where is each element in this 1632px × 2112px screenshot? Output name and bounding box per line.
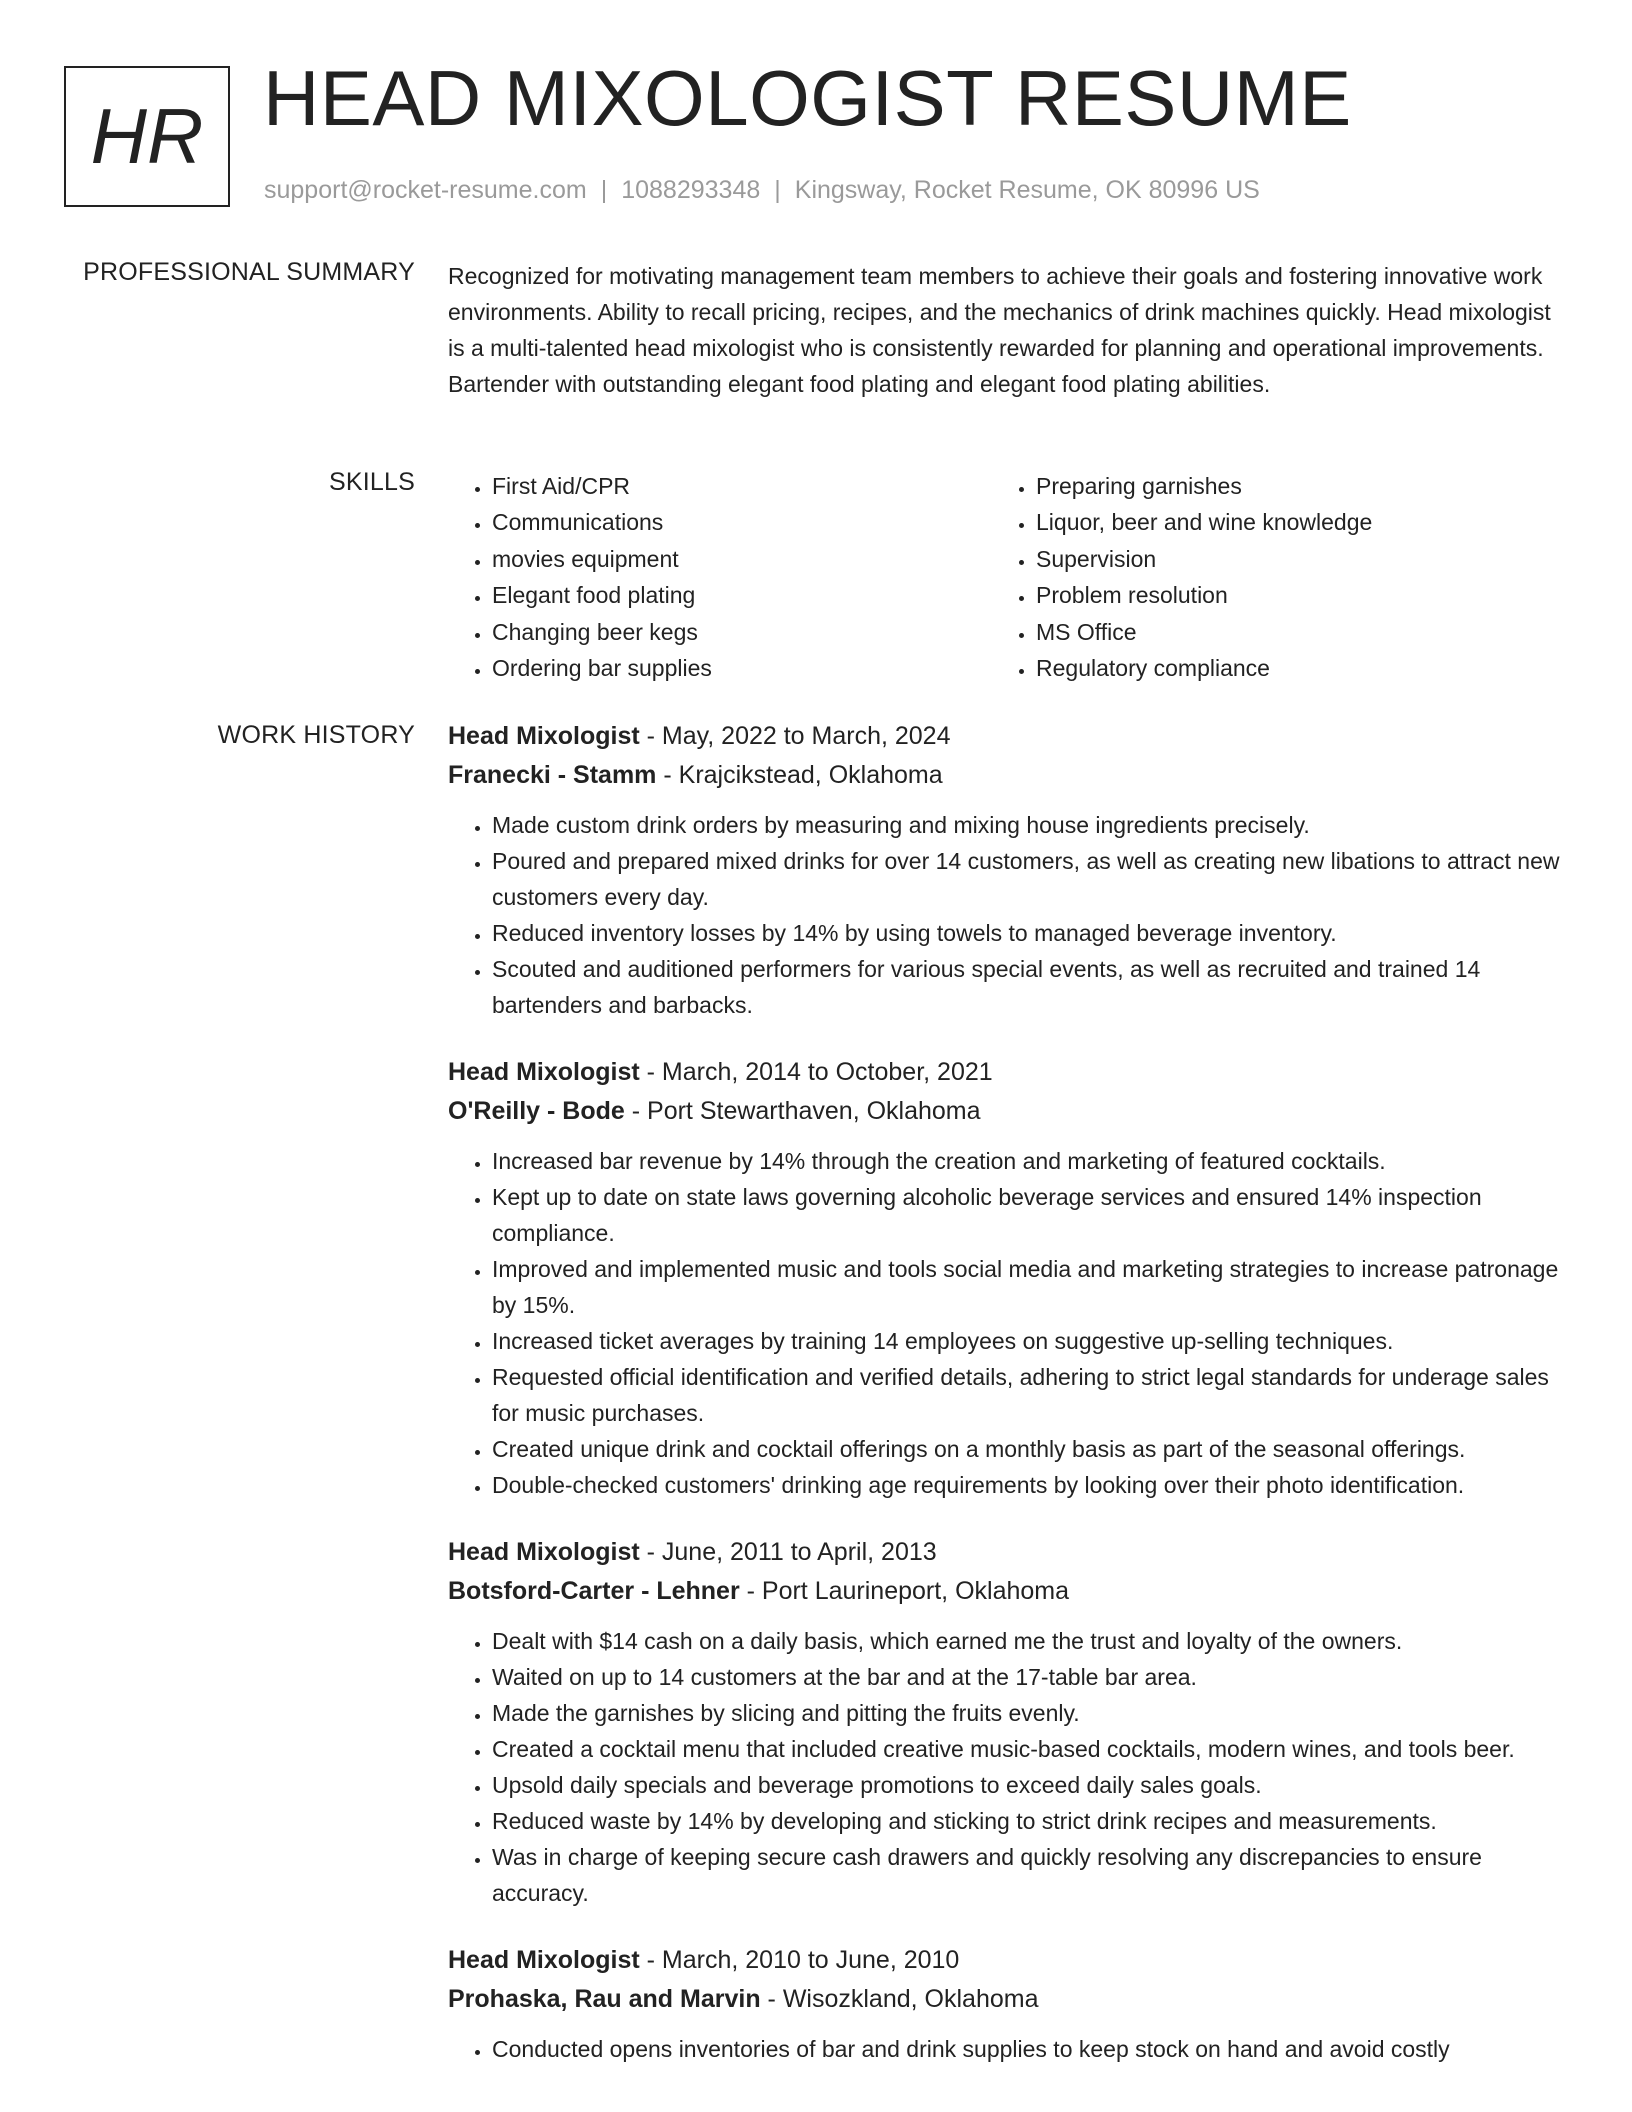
contact-address: Kingsway, Rocket Resume, OK 80996 US	[794, 176, 1260, 204]
job-bullet: • Requested official identification and verified details, adhering to strict legal standards for underage sales for music purchases.	[492, 1359, 1566, 1431]
job-company-line	[448, 1980, 1566, 2019]
skill-item: • First Aid/CPR	[492, 468, 712, 504]
job-company: Franecki - Stamm	[448, 761, 657, 789]
job-location: Port Stewarthaven, Oklahoma	[647, 1097, 981, 1125]
job-title-line	[448, 1053, 1566, 1092]
job-bullet: • Reduced waste by 14% by developing and sticking to strict drink recipes and measurements.	[492, 1803, 1566, 1839]
job-bullet: • Made custom drink orders by measuring and mixing house ingredients precisely.	[492, 807, 1566, 843]
job-bullets	[448, 2031, 1566, 2067]
job-entry	[448, 717, 1566, 1023]
job-bullet: • Made the garnishes by slicing and pitting the fruits evenly.	[492, 1695, 1566, 1731]
skill-item: • Ordering bar supplies	[492, 650, 712, 686]
contact-separator: |	[600, 176, 608, 204]
job-entry	[448, 1053, 1566, 1503]
job-bullet: • Double-checked customers' drinking age requirements by looking over their photo identification.	[492, 1467, 1566, 1503]
job-bullet: • Scouted and auditioned performers for various special events, as well as recruited and trained 14 bartenders and barbacks.	[492, 951, 1566, 1023]
job-entry	[448, 1533, 1566, 1911]
job-bullet: • Poured and prepared mixed drinks for over 14 customers, as well as creating new libations to attract new customers every day.	[492, 843, 1566, 915]
skill-item: • Elegant food plating	[492, 577, 712, 613]
job-role: Head Mixologist	[448, 1946, 640, 1974]
skill-item: • Supervision	[1036, 541, 1372, 577]
job-entry	[448, 1941, 1566, 2067]
job-dates: March, 2014 to October, 2021	[661, 1058, 993, 1086]
skill-item: • MS Office	[1036, 614, 1372, 650]
job-bullet: • Created a cocktail menu that included creative music-based cocktails, modern wines, and tools beer.	[492, 1731, 1566, 1767]
job-company-line	[448, 1092, 1566, 1131]
job-company: Prohaska, Rau and Marvin	[448, 1985, 761, 2013]
job-role: Head Mixologist	[448, 722, 640, 750]
job-bullet: • Reduced inventory losses by 14% by using towels to managed beverage inventory.	[492, 915, 1566, 951]
job-bullet: • Increased ticket averages by training 14 employees on suggestive up-selling techniques.	[492, 1323, 1566, 1359]
work-history-heading: WORK HISTORY	[217, 721, 415, 749]
skill-item: • Liquor, beer and wine knowledge	[1036, 504, 1372, 540]
job-dash: -	[639, 1538, 662, 1566]
page-title: HEAD MIXOLOGIST RESUME	[263, 54, 1352, 142]
job-bullet: • Waited on up to 14 customers at the bar and at the 17-table bar area.	[492, 1659, 1566, 1695]
job-bullet: • Dealt with $14 cash on a daily basis, which earned me the trust and loyalty of the owners.	[492, 1623, 1566, 1659]
job-dash: -	[739, 1577, 762, 1605]
skill-item: • movies equipment	[492, 541, 712, 577]
job-location: Krajcikstead, Oklahoma	[678, 761, 943, 789]
contact-email: support@rocket-resume.com	[264, 176, 587, 204]
job-bullet: • Conducted opens inventories of bar and drink supplies to keep stock on hand and avoid costly	[492, 2031, 1566, 2067]
skill-item: • Regulatory compliance	[1036, 650, 1372, 686]
job-dash: -	[656, 761, 679, 789]
job-bullet: • Kept up to date on state laws governing alcoholic beverage services and ensured 14% inspection compliance.	[492, 1179, 1566, 1251]
job-bullet: • Upsold daily specials and beverage promotions to exceed daily sales goals.	[492, 1767, 1566, 1803]
job-dash: -	[639, 722, 662, 750]
skills-list-right	[992, 468, 1372, 686]
job-dash: -	[624, 1097, 648, 1125]
job-dates: June, 2011 to April, 2013	[661, 1538, 937, 1566]
job-company: O'Reilly - Bode	[448, 1097, 625, 1125]
job-title-line	[448, 1941, 1566, 1980]
job-bullet: • Created unique drink and cocktail offerings on a monthly basis as part of the seasonal offerings.	[492, 1431, 1566, 1467]
work-history-body	[448, 717, 1566, 2097]
job-bullet: • Improved and implemented music and tools social media and marketing strategies to increase patronage by 15%.	[492, 1251, 1566, 1323]
job-bullets	[448, 1143, 1566, 1503]
job-location: Wisozkland, Oklahoma	[782, 1985, 1039, 2013]
skill-item: • Communications	[492, 504, 712, 540]
job-dash: -	[639, 1946, 662, 1974]
job-company: Botsford-Carter - Lehner	[448, 1577, 740, 1605]
job-title-line	[448, 1533, 1566, 1572]
job-dash: -	[760, 1985, 783, 2013]
job-dates: May, 2022 to March, 2024	[661, 722, 951, 750]
job-company-line	[448, 756, 1566, 795]
skill-item: • Problem resolution	[1036, 577, 1372, 613]
job-bullet: • Was in charge of keeping secure cash drawers and quickly resolving any discrepancies to ensure accuracy.	[492, 1839, 1566, 1911]
skill-item: • Preparing garnishes	[1036, 468, 1372, 504]
job-company-line	[448, 1572, 1566, 1611]
job-role: Head Mixologist	[448, 1538, 640, 1566]
contact-phone: 1088293348	[621, 176, 761, 204]
job-location: Port Laurineport, Oklahoma	[761, 1577, 1070, 1605]
contact-separator: |	[774, 176, 781, 204]
skill-item: • Changing beer kegs	[492, 614, 712, 650]
summary-text: Recognized for motivating management team members to achieve their goals and fostering innovative work environments. Ability to recall pricing, recipes, and the mechanics of drink machines quickly. Head mixologist is a multi-talented head mixologist who is consistently rewarded for planning and operational improvements. Bartender with outstanding elegant food plating and elegant food plating abilities.	[448, 263, 1551, 397]
job-dash: -	[639, 1058, 662, 1086]
job-role: Head Mixologist	[448, 1058, 640, 1086]
job-bullets	[448, 807, 1566, 1023]
contact-line	[264, 176, 1260, 205]
summary-heading: PROFESSIONAL SUMMARY	[83, 258, 415, 286]
job-bullet: • Increased bar revenue by 14% through the creation and marketing of featured cocktails.	[492, 1143, 1566, 1179]
job-dates: March, 2010 to June, 2010	[661, 1946, 960, 1974]
job-bullets	[448, 1623, 1566, 1911]
skills-heading: SKILLS	[329, 468, 415, 496]
job-title-line	[448, 717, 1566, 756]
monogram-logo: HR	[64, 66, 230, 207]
skills-list-left	[448, 468, 712, 686]
